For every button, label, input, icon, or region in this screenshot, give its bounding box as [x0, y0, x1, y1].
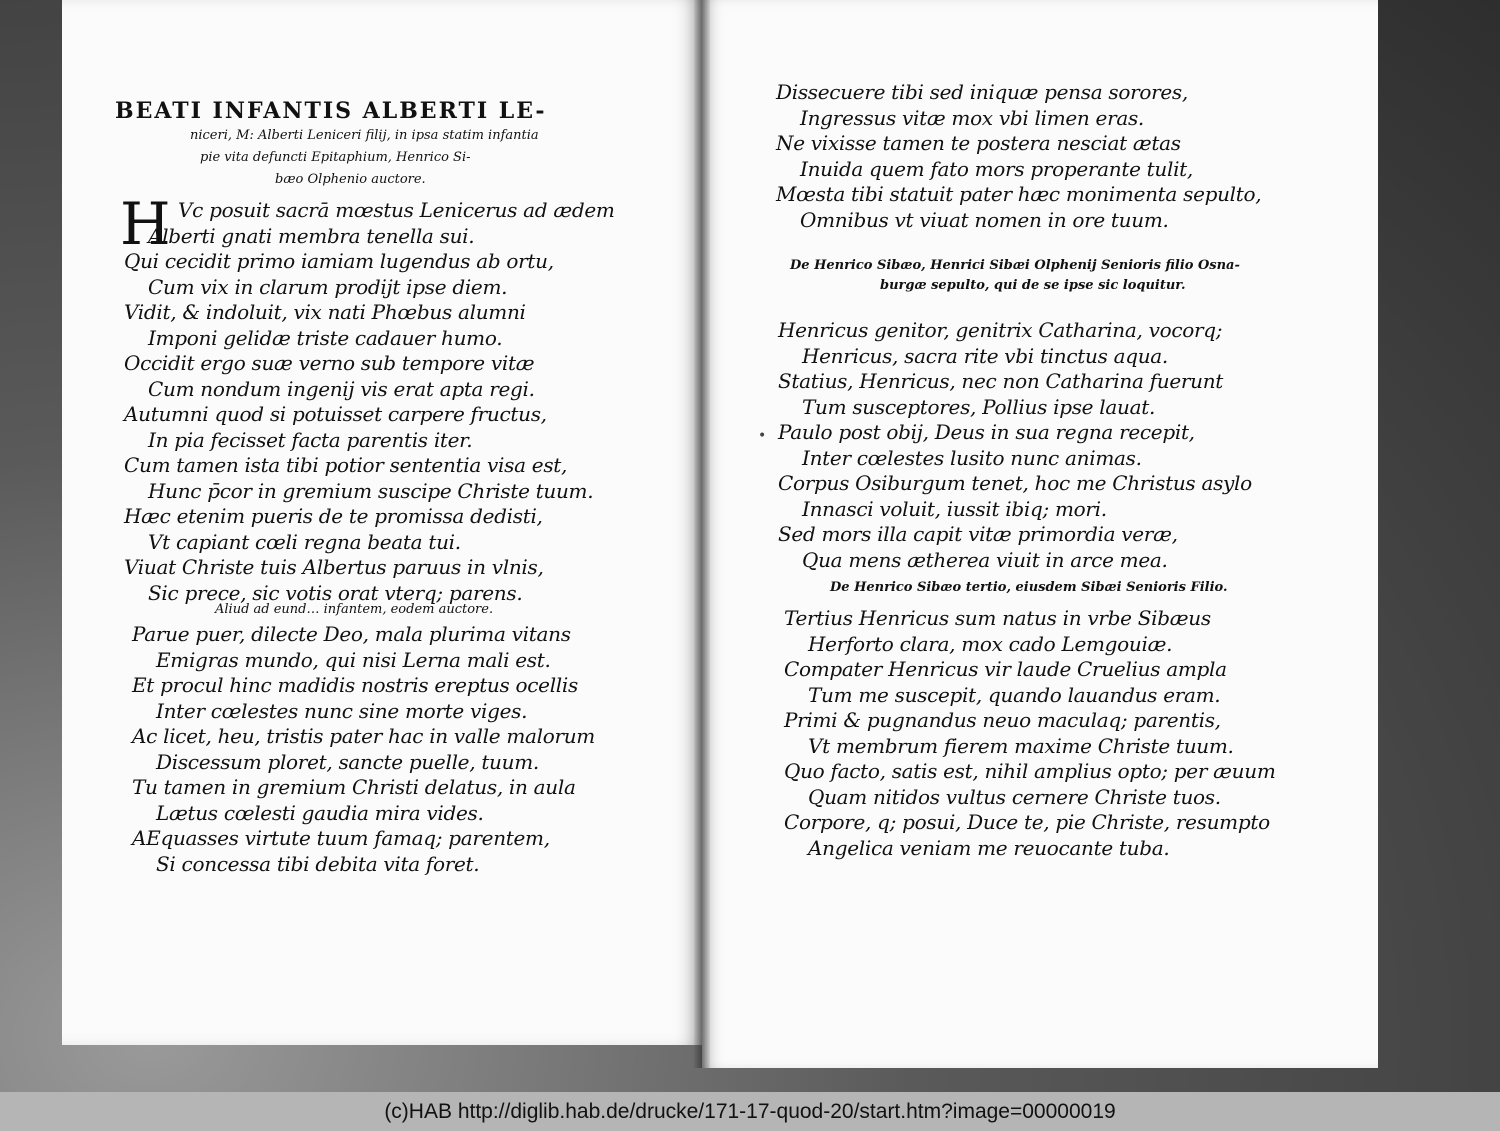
verse-line: Si concessa tibi debita vita foret. [156, 851, 480, 876]
heading-henrico-1: De Henrico Sibæo, Henrici Sibæi Olphenij Senioris filio Osna- [790, 258, 1240, 273]
verse-line: Vt capiant cœli regna beata tui. [148, 529, 461, 554]
verse-line: Vt membrum fierem maxime Christe tuum. [808, 733, 1234, 758]
verse-line: Qui cecidit primo iamiam lugendus ab ortu, [124, 249, 554, 273]
verse-line: Et procul hinc madidis nostris ereptus ocellis [132, 673, 578, 697]
verse-line: Omnibus vt viuat nomen in ore tuum. [800, 207, 1169, 232]
verse-line: Viuat Christe tuis Albertus paruus in vlnis, [124, 555, 544, 579]
verse-line: Statius, Henricus, nec non Catharina fuerunt [778, 369, 1224, 393]
margin-mark: • [758, 428, 767, 444]
verse-line: Ac licet, heu, tristis pater hac in valle malorum [132, 724, 595, 748]
aliud-heading: Aliud ad eund… infantem, eodem auctore. [215, 602, 494, 617]
verse-line: Primi & pugnandus neuo maculaq; parentis, [784, 708, 1221, 732]
verse-line: Lætus cœlesti gaudia mira vides. [156, 800, 484, 825]
verse-line: Cum nondum ingenij vis erat apta regi. [148, 376, 535, 401]
epitaph-subtitle-2: pie vita defuncti Epitaphium, Henrico Si- [200, 150, 471, 165]
verse-line: Henricus, sacra rite vbi tinctus aqua. [802, 343, 1168, 368]
verse-line: Angelica veniam me reuocante tuba. [808, 835, 1170, 860]
verse-line: Imponi gelidæ triste cadauer humo. [148, 325, 503, 350]
verse-line: Parue puer, dilecte Deo, mala plurima vitans [132, 622, 571, 646]
verse-line: Vc posuit sacrā mœstus Lenicerus ad ædem [178, 198, 615, 222]
verse-line: Sed mors illa capit vitæ primordia veræ, [778, 522, 1178, 546]
verse-line: Vidit, & indoluit, vix nati Phœbus alumni [124, 300, 526, 324]
heading-henrico-2: burgæ sepulto, qui de se ipse sic loquitur. [880, 278, 1186, 293]
verse-line: Compater Henricus vir laude Cruelius ampla [784, 657, 1227, 681]
verse-line: Mœsta tibi statuit pater hæc monimenta sepulto, [776, 182, 1262, 206]
verse-line: Corpore, q; posui, Duce te, pie Christe, resumpto [784, 810, 1270, 834]
verse-line: Corpus Osiburgum tenet, hoc me Christus asylo [778, 471, 1252, 495]
verse-line: Inter cœlestes nunc sine morte viges. [156, 698, 528, 723]
verse-line: Henricus genitor, genitrix Catharina, vocorq; [778, 318, 1223, 342]
verse-line: AEquasses virtute tuum famaq; parentem, [132, 826, 550, 850]
verse-line: Tu tamen in gremium Christi delatus, in aula [132, 775, 576, 799]
verse-line: Quo facto, satis est, nihil amplius opto; per æuum [784, 759, 1276, 783]
verse-line: Inter cœlestes lusito nunc animas. [802, 445, 1142, 470]
verse-line: Inuida quem fato mors properante tulit, [800, 156, 1193, 181]
book-gutter [694, 0, 710, 1068]
verse-line: Paulo post obij, Deus in sua regna recepit, [778, 420, 1195, 444]
verse-line: Sic prece, sic votis orat vterq; parens. [148, 580, 523, 605]
verse-line: Alberti gnati membra tenella sui. [148, 223, 475, 248]
verse-line: Ne vixisse tamen te postera nesciat ætas [776, 131, 1181, 155]
verse-line: Hunc p̄cor in gremium suscipe Christe tuum. [148, 478, 594, 503]
verse-line: Occidit ergo suæ verno sub tempore vitæ [124, 351, 535, 375]
verse-line: Autumni quod si potuisset carpere fructus, [124, 402, 547, 426]
verse-line: Dissecuere tibi sed iniquæ pensa sorores, [776, 80, 1188, 104]
verse-line: In pia fecisset facta parentis iter. [148, 427, 473, 452]
verse-line: Herforto clara, mox cado Lemgouiæ. [808, 631, 1173, 656]
verse-line: Discessum ploret, sancte puelle, tuum. [156, 749, 539, 774]
heading-henrico-tertio: De Henrico Sibæo tertio, eiusdem Sibæi Senioris Filio. [830, 580, 1228, 595]
epitaph-subtitle-3: bæo Olphenio auctore. [275, 172, 426, 187]
verse-line: Emigras mundo, qui nisi Lerna mali est. [156, 647, 551, 672]
verse-line: Innasci voluit, iussit ibiq; mori. [802, 496, 1107, 521]
epitaph-title: BEATI INFANTIS ALBERTI LE- [115, 98, 547, 124]
verse-line: Qua mens æthereа viuit in arce mea. [802, 547, 1168, 572]
verse-line: Ingressus vitæ mox vbi limen eras. [800, 105, 1144, 130]
verse-line: Quam nitidos vultus cernere Christe tuos. [808, 784, 1221, 809]
verse-line: Cum vix in clarum prodijt ipse diem. [148, 274, 508, 299]
verse-line: Tum susceptores, Pollius ipse lauat. [802, 394, 1155, 419]
verse-line: Tum me suscepit, quando lauandus eram. [808, 682, 1221, 707]
verse-line: Cum tamen ista tibi potior sententia visa est, [124, 453, 568, 477]
epitaph-subtitle-1: niceri, M: Alberti Leniceri filij, in ipsa statim infantia [190, 128, 539, 143]
drop-cap: H [120, 190, 171, 258]
copyright-footer: (c)HAB http://diglib.hab.de/drucke/171-17-quod-20/start.htm?image=00000019 [0, 1092, 1500, 1131]
verse-line: Hæc etenim pueris de te promissa dedisti, [124, 504, 543, 528]
verse-line: Tertius Henricus sum natus in vrbe Sibæus [784, 606, 1211, 630]
